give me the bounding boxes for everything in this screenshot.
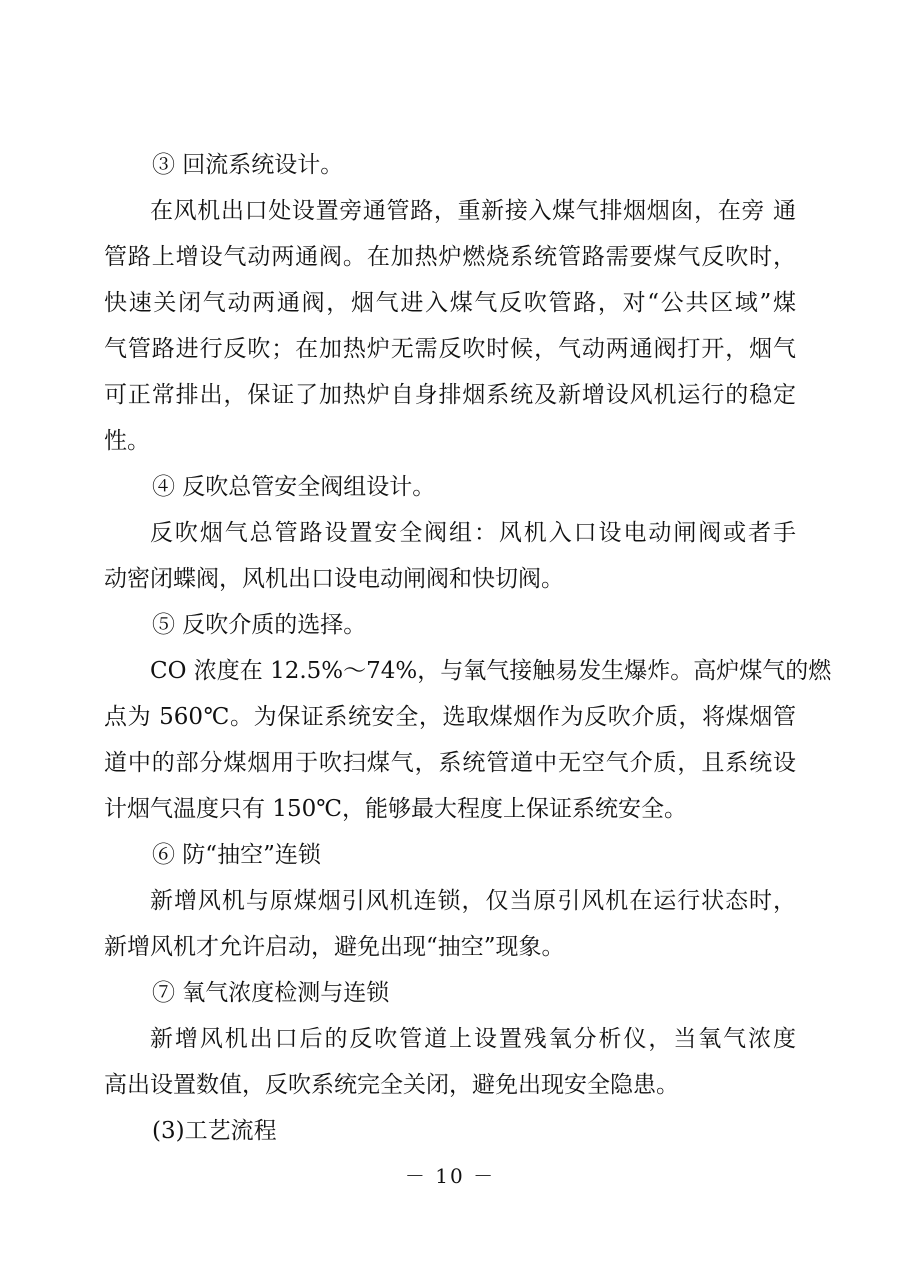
- page-number: － 10 －: [404, 1164, 496, 1188]
- paragraph-line: 反吹烟气总管路设置安全阀组：风机入口设电动闸阀或者手: [150, 520, 796, 546]
- section-heading-3: ③ 回流系统设计。: [152, 152, 344, 178]
- paragraph-line: 新增风机与原煤烟引风机连锁，仅当原引风机在运行状态时，: [150, 888, 796, 914]
- paragraph-line: 高出设置数值，反吹系统完全关闭，避免出现安全隐患。: [104, 1072, 679, 1098]
- paragraph-line: 在风机出口处设置旁通管路，重新接入煤气排烟烟囱，在旁 通: [150, 198, 796, 224]
- paragraph-line: 性。: [104, 428, 150, 454]
- document-body: [104, 148, 832, 1160]
- paragraph-line: 动密闭蝶阀，风机出口设电动闸阀和快切阀。: [104, 566, 564, 592]
- section-heading-5: ⑤ 反吹介质的选择。: [152, 612, 367, 638]
- paragraph-line: 快速关闭气动两通阀，烟气进入煤气反吹管路，对“公共区域”煤: [104, 290, 796, 316]
- paragraph-line: 新增风机出口后的反吹管道上设置残氧分析仪，当氧气浓度: [150, 1026, 796, 1052]
- paragraph-line: 新增风机才允许启动，避免出现“抽空”现象。: [104, 934, 565, 960]
- section-heading-6: ⑥ 防“抽空”连锁: [152, 842, 321, 868]
- paragraph-line: 道中的部分煤烟用于吹扫煤气，系统管道中无空气介质，且系统设: [104, 750, 796, 776]
- section-heading-7: ⑦ 氧气浓度检测与连锁: [152, 980, 390, 1006]
- paragraph-line: CO 浓度在 12.5%～74%，与氧气接触易发生爆炸。高炉煤气的燃: [150, 658, 832, 684]
- section-heading-process-flow: (3)工艺流程: [152, 1118, 277, 1144]
- section-heading-4: ④ 反吹总管安全阀组设计。: [152, 474, 436, 500]
- paragraph-line: 可正常排出，保证了加热炉自身排烟系统及新增设风机运行的稳定: [104, 382, 796, 408]
- paragraph-line: 计烟气温度只有 150℃，能够最大程度上保证系统安全。: [104, 796, 687, 822]
- paragraph-line: 气管路进行反吹；在加热炉无需反吹时候，气动两通阀打开，烟气: [104, 336, 796, 362]
- paragraph-line: 管路上增设气动两通阀。在加热炉燃烧系统管路需要煤气反吹时，: [104, 244, 796, 270]
- paragraph-line: 点为 560℃。为保证系统安全，选取煤烟作为反吹介质，将煤烟管: [104, 704, 796, 730]
